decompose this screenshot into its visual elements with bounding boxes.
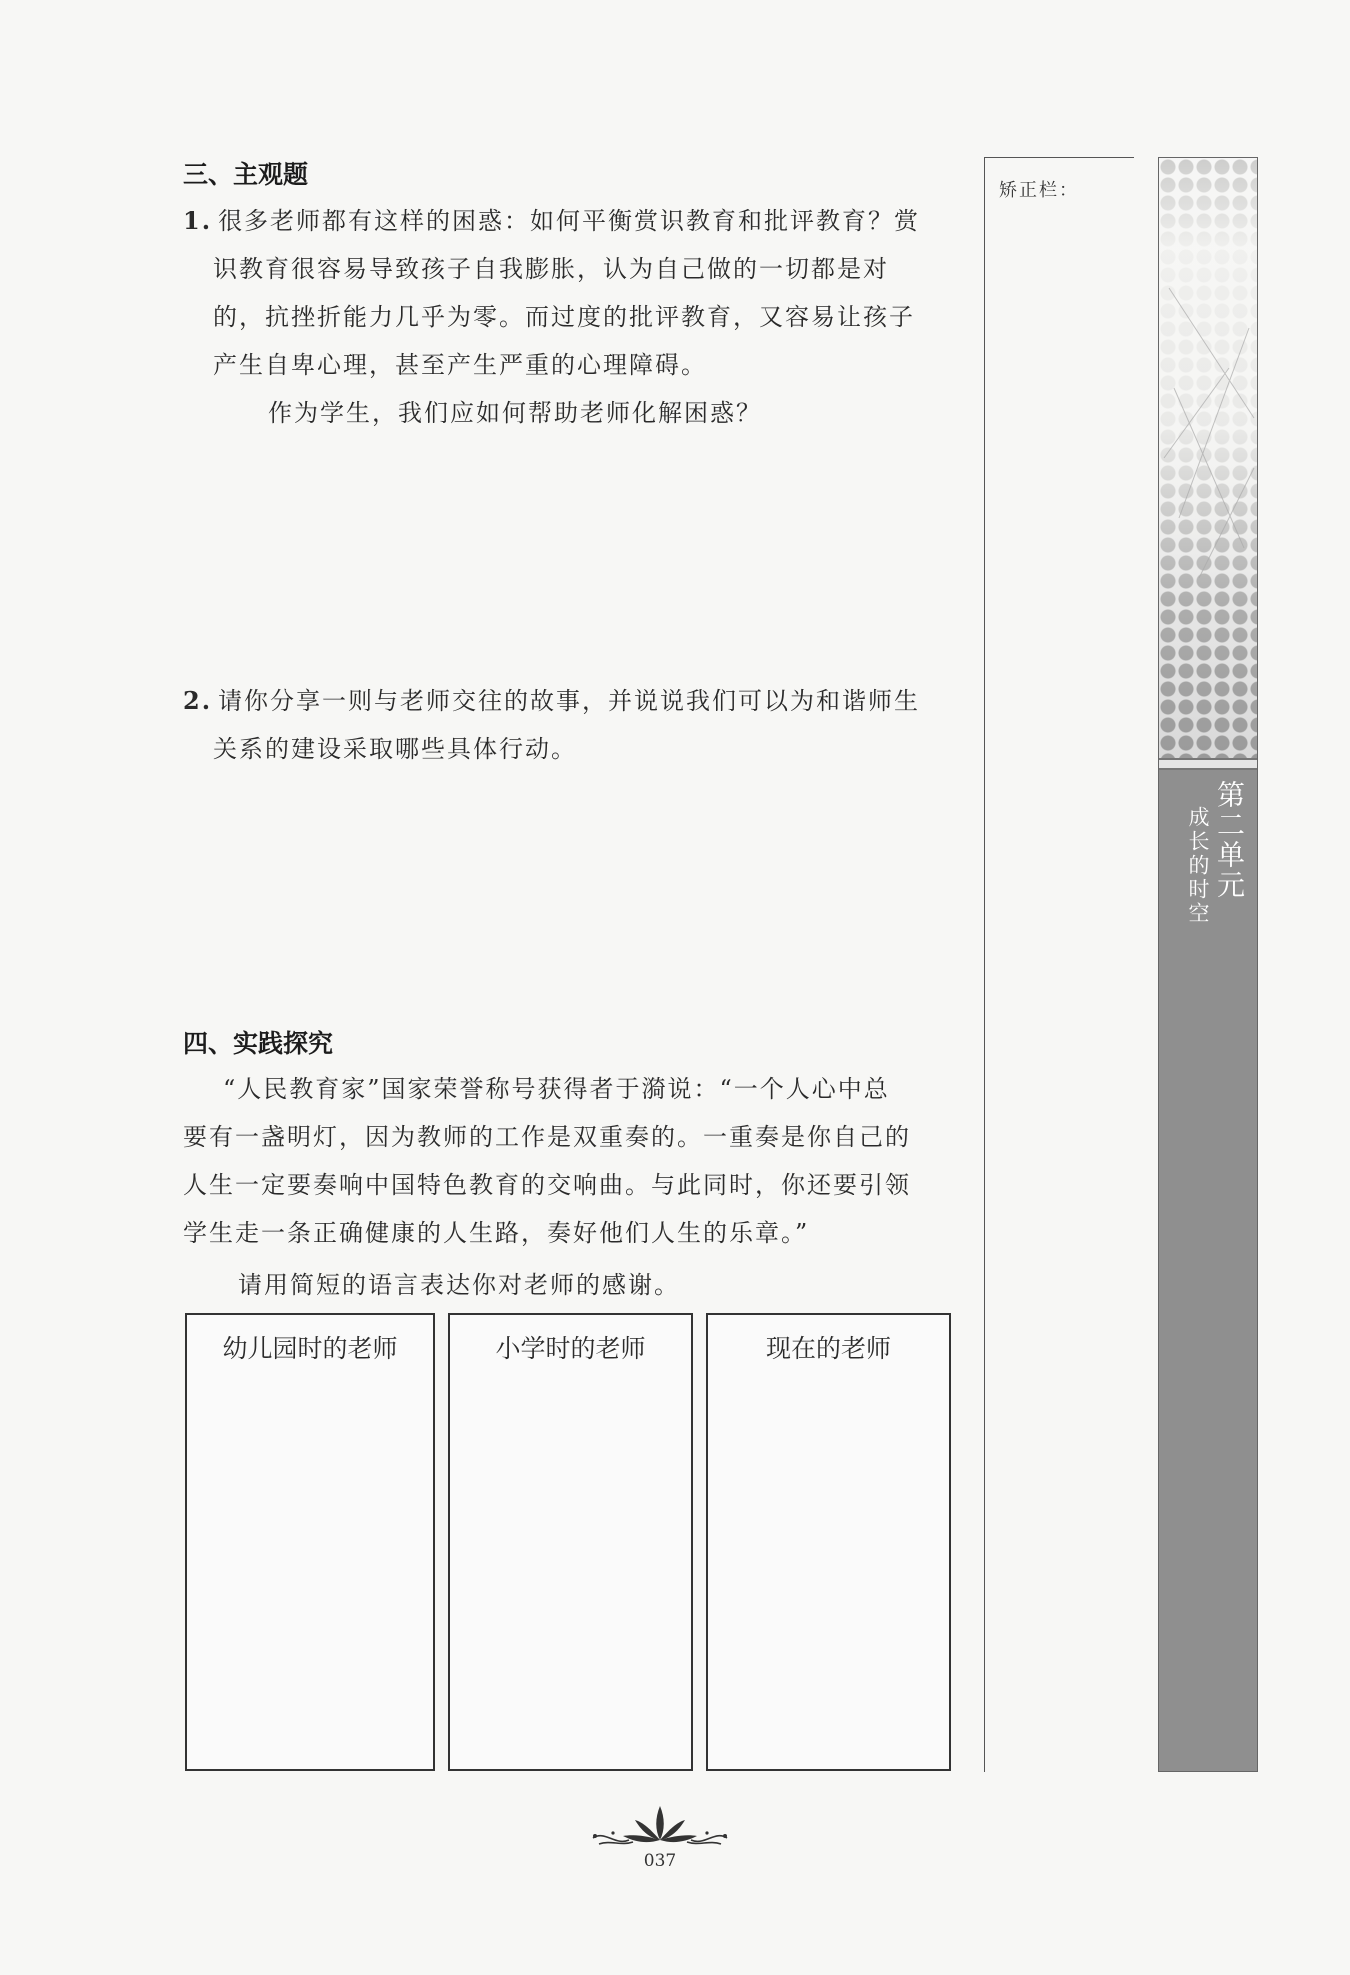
question-1-line-2: 识教育很容易导致孩子自我膨胀，认为自己做的一切都是对 [213, 255, 889, 283]
answer-area-2[interactable] [183, 790, 963, 1010]
box-kindergarten-teacher[interactable] [185, 1313, 435, 1771]
question-2-line-1: 请你分享一则与老师交往的故事，并说说我们可以为和谐师生 [218, 687, 921, 715]
line-sketch-decoration [1159, 158, 1258, 758]
correction-column[interactable] [984, 157, 1134, 1772]
question-1-line-1: 很多老师都有这样的困惑：如何平衡赏识教育和批评教育？赏 [218, 207, 921, 235]
page-number: 037 [643, 1851, 677, 1871]
unit-label-panel [1159, 770, 1257, 1771]
box-primary-teacher[interactable] [448, 1313, 693, 1771]
quote-line-4: 学生走一条正确健康的人生路，奏好他们人生的乐章。” [183, 1219, 810, 1247]
question-2-line-2: 关系的建设采取哪些具体行动。 [213, 735, 577, 763]
box-current-label: 现在的老师 [765, 1334, 891, 1363]
question-1-line-4: 产生自卑心理，甚至产生严重的心理障碍。 [213, 351, 707, 379]
box-kindergarten-label: 幼儿园时的老师 [222, 1334, 398, 1363]
answer-area-1[interactable] [183, 460, 963, 680]
unit-side-strip [1158, 157, 1258, 1772]
question-1-prompt: 作为学生，我们应如何帮助老师化解困惑？ [268, 399, 762, 427]
section-3-heading: 三、主观题 [183, 160, 309, 189]
unit-subtitle: 成长的时空 [1186, 806, 1210, 926]
section-4-heading: 四、实践探究 [183, 1029, 334, 1058]
quote-line-1: “人民教育家”国家荣誉称号获得者于漪说：“一个人心中总 [223, 1075, 890, 1103]
box-current-teacher[interactable] [706, 1313, 951, 1771]
question-1-line-3: 的，抗挫折能力几乎为零。而过度的批评教育，又容易让孩子 [213, 303, 915, 331]
section-4-prompt: 请用简短的语言表达你对老师的感谢。 [238, 1271, 680, 1299]
correction-label: 矫正栏： [999, 180, 1079, 201]
quote-line-3: 人生一定要奏响中国特色教育的交响曲。与此同时，你还要引领 [183, 1171, 911, 1199]
quote-line-2: 要有一盏明灯，因为教师的工作是双重奏的。一重奏是你自己的 [183, 1123, 911, 1151]
footer-ornament-icon [585, 1800, 735, 1850]
strip-divider [1159, 758, 1257, 770]
box-primary-label: 小学时的老师 [495, 1334, 646, 1363]
question-1-number: 1. [183, 206, 213, 235]
unit-title: 第二单元 [1213, 780, 1246, 900]
question-2-number: 2. [183, 686, 213, 715]
